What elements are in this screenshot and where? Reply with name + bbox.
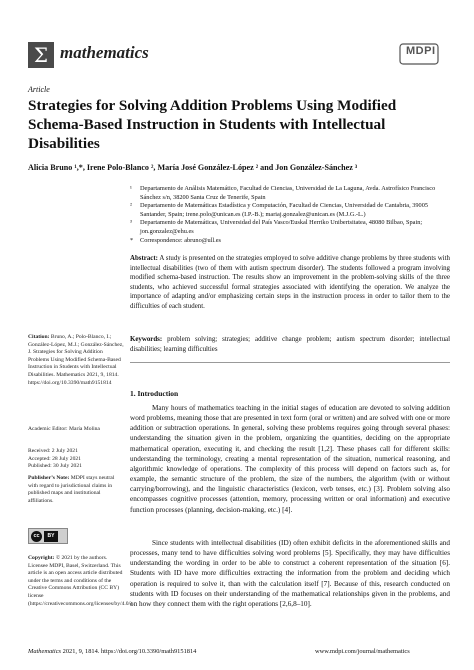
copyright-text: © 2021 by the authors. Licensee MDPI, Basel, Switzerland. This article is an open access article distributed under the terms and conditions of the Creative Commons Attribution (CC BY) license (https://creativecommons.org/licenses/by/4.0/). <box>28 555 134 607</box>
citation-block <box>28 334 124 387</box>
body-paragraph: Many hours of mathematics teaching in the initial stages of education are devoted to solving addition word problems, meaning those that are presented in text form (oral or written) and are solved with one or more addition or subtraction operations. In general, solving these problems requires going through several phases: understanding the situation given in the problem, organizing the quantities, deciding on the appropriate mathematical operation, executing it, and checking the result [1,2]. These phases call for different skills: understanding the terminology, creating a mental representation of the situation, numerical reasoning, and algorithmic knowledge of operations. The complexity of this process will depend on factors such as, for example, the semantic structure of the problem, the size of the numbers, the algorithm (with or without carrying/borrowing), and the linguistic characteristics (lexicon, verb tenses, etc.) [3]. Problem solving also encompasses cognitive processes (attention, memory, processing written or oral information) and executive function processes (planning, decision-making, etc.) [4]. <box>130 404 450 514</box>
affiliation-text: Departamento de Análisis Matemático, Facultad de Ciencias, Universidad de La Laguna, Avda. Astrofísico Francisco Sánchez s/n, 38200 Santa Cruz de Tenerife, Spain <box>140 185 436 201</box>
affiliation-3 <box>130 219 450 236</box>
publisher-note-label: Publisher’s Note: <box>28 475 70 481</box>
affiliation-number: * <box>130 236 134 244</box>
affiliations <box>130 185 450 245</box>
publisher-note <box>28 475 124 505</box>
author-list: Alicia Bruno ¹,*, Irene Polo-Blanco ², María José González-López ² and Jon González-Sánchez ³ <box>28 163 358 172</box>
received-date: Received: 2 July 2021 <box>28 448 78 454</box>
affiliation-number: ¹ <box>130 185 132 192</box>
keywords-label: Keywords: <box>130 336 163 343</box>
journal-name: mathematics <box>60 43 149 62</box>
section-heading: 1. Introduction <box>130 389 179 398</box>
citation-label: Citation: <box>28 334 50 340</box>
cc-by-icon: BY <box>44 531 58 542</box>
mdpi-logo-text: MDPI <box>406 45 436 57</box>
copyright-label: Copyright: <box>28 555 55 561</box>
keywords <box>130 335 450 354</box>
body-paragraph: Since students with intellectual disabilities (ID) often exhibit deficits in the aforementioned skills and processes, many tend to have difficulties solving word problems [5]. Specifically, they may have difficulties understanding the wording in order to be able to construct a coherent representation of the situation [6]. Students with ID have more difficulties extracting the information from the problem and deciding which operation is required to solve it, than with the calculation itself [7]. Because of this, research conducted on students with ID focuses on their understanding of the mathematical relationships given in the problems, and on how they connect them with the right operations [2,6,8–10]. <box>130 539 450 608</box>
journal-logo: Σ <box>28 42 54 68</box>
affiliation-number: ³ <box>130 219 132 227</box>
footer-citation-text[interactable]: 2021, 9, 1814. https://doi.org/10.3390/math9151814 <box>62 648 197 655</box>
footer-url-link[interactable]: www.mdpi.com/journal/mathematics <box>315 648 410 655</box>
keywords-text: problem solving; strategies; additive change problem; autism spectrum disorder; intellectual disabilities; learning difficulties <box>130 336 450 353</box>
cc-license-badge-icon[interactable] <box>28 528 68 544</box>
footer-journal: Mathematics <box>28 648 62 655</box>
abstract-text: A study is presented on the strategies employed to solve additive change problems by three students with intellectual disabilities (two of them with autism spectrum disorder). The students followed a program involving modified schema-based instruction. The results show an improvement in the problem-solving skills of the three students, who achieved successful formal strategies associated with identifying the operation. We analyze the importance of adapting and/or emphasizing certain steps in the instruction process in order to tailor them to the difficulties of each student. <box>130 255 450 310</box>
article-type: Article <box>28 85 50 94</box>
footer-citation <box>28 648 196 655</box>
abstract-label: Abstract: <box>130 255 158 262</box>
affiliation-text: Departamento de Matemáticas, Universidad del País Vasco/Euskal Herriko Unibertsitatea, 48080 Bilbao, Spain; jon.gonzalez@ehu.es <box>140 219 423 235</box>
affiliation-2 <box>130 202 450 219</box>
abstract <box>130 254 450 312</box>
published-date: Published: 30 July 2021 <box>28 463 82 470</box>
affiliation-text: Departamento de Matemáticas Estadística y Computación, Facultad de Ciencias, Universidad de Cantabria, 39005 Santander, Spain; irene.polo@unican.es (I.P.-B.); mariaj.gonzalez@unican.es (M.J.G.-L.) <box>140 202 428 218</box>
citation-text: Bruno, A.; Polo-Blanco, I.; González-López, M.J.; González-Sánchez, J. Strategies for Solving Addition Problems Using Modified Schema-Based Instruction in Students with Intellectual Disabilities. Mathematics 2021, 9, 1814. https://doi.org/10.3390/math9151814 <box>28 334 124 386</box>
cc-icon: cc <box>31 531 42 542</box>
affiliation-number: ² <box>130 202 132 210</box>
divider <box>130 362 450 363</box>
affiliation-1 <box>130 185 450 202</box>
paper-title: Strategies for Solving Addition Problems Using Modified Schema-Based Instruction in Students with Intellectual Disabilities <box>28 97 397 152</box>
publication-dates <box>28 448 124 471</box>
correspondence-text: Correspondence: abruno@ull.es <box>140 236 221 244</box>
academic-editor: Academic Editor: María Molina <box>28 426 100 432</box>
copyright-block <box>28 555 134 608</box>
accepted-date: Accepted: 28 July 2021 <box>28 455 81 462</box>
correspondence <box>130 237 450 246</box>
publisher-note-text: MDPI stays neutral with regard to jurisdictional claims in published maps and institutional affiliations. <box>28 475 115 504</box>
